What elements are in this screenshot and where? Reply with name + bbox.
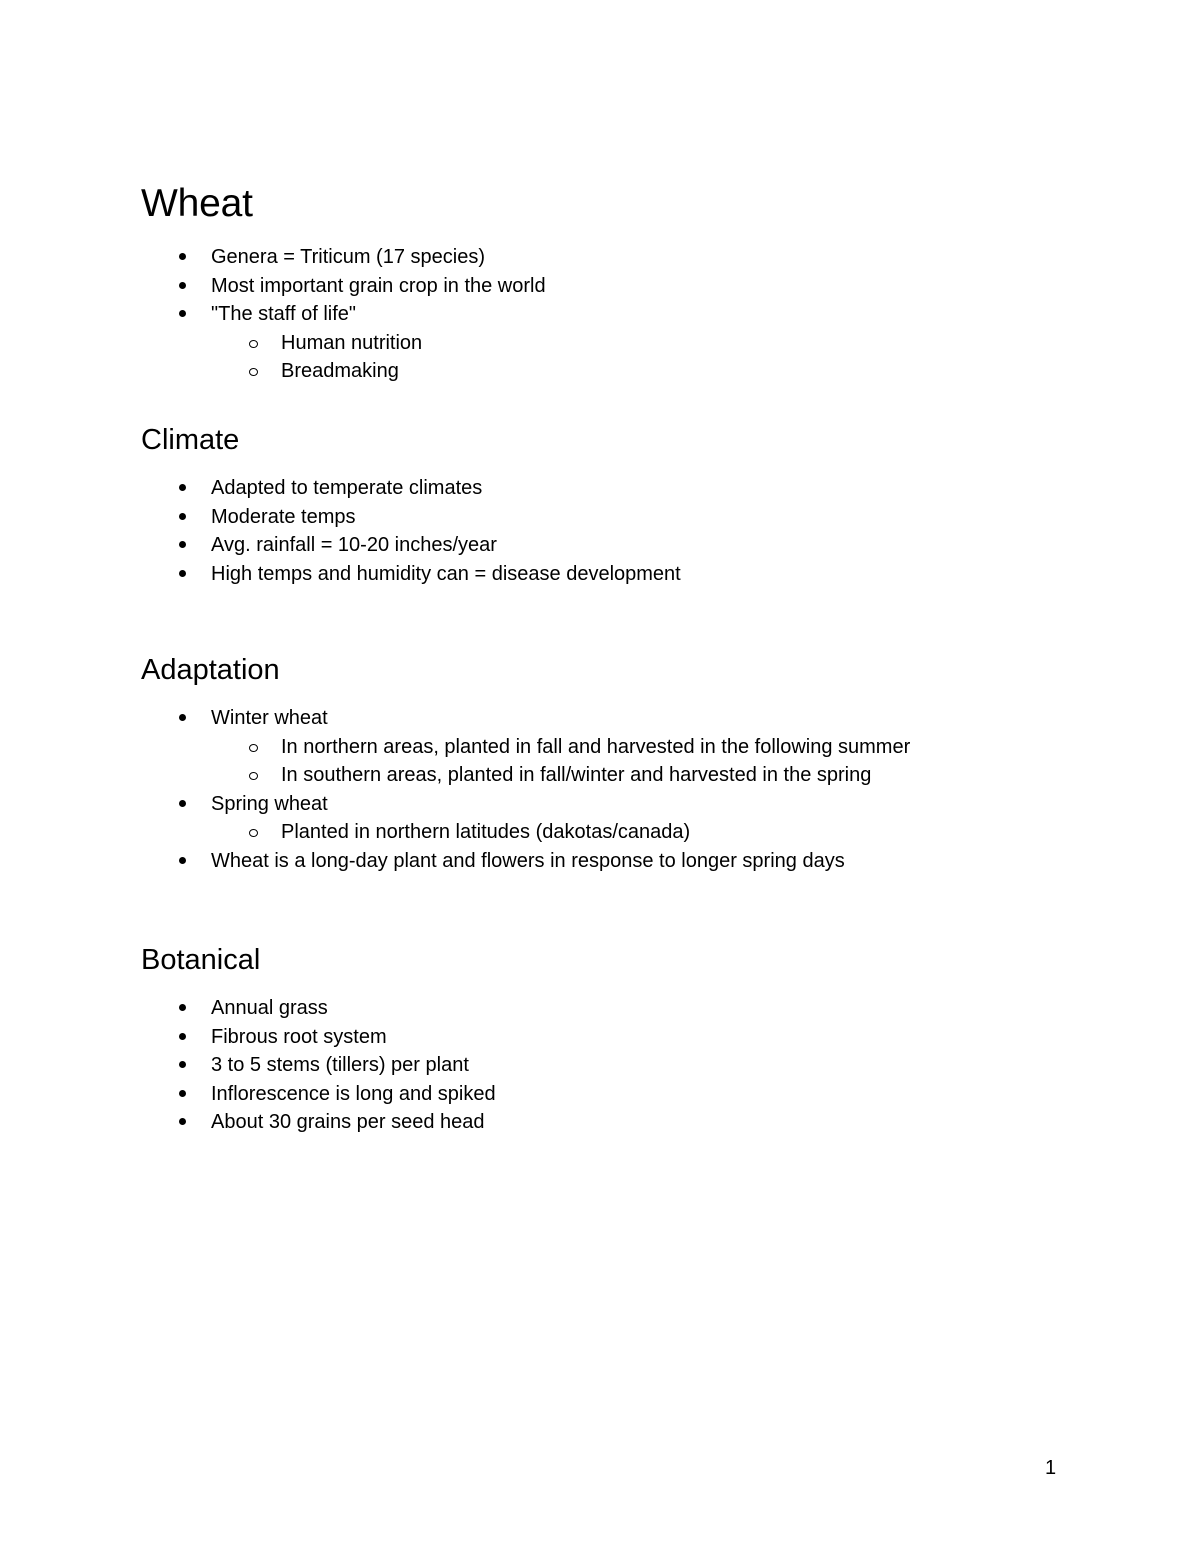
sub-list-item-text: Planted in northern latitudes (dakotas/canada) [281,821,691,844]
section-botanical [141,940,1121,1137]
bullet-dot-icon [179,310,186,317]
sub-bullet-list [211,329,1121,386]
sub-list-item [211,818,1121,847]
sub-list-item [211,761,1121,790]
list-item-text: Wheat is a long-day plant and flowers in response to longer spring days [211,849,845,872]
section-heading: Climate [141,424,240,456]
section-climate [141,420,1121,588]
bullet-circle-icon [249,744,258,752]
list-item [141,243,1121,272]
bullet-circle-icon [249,340,258,348]
bullet-list [141,474,1121,588]
sub-list-item [211,329,1121,358]
bullet-circle-icon [249,772,258,780]
list-item-text: 3 to 5 stems (tillers) per plant [211,1054,469,1077]
list-item [141,1023,1121,1052]
list-item [141,790,1121,847]
list-item-text: Spring wheat [211,792,328,815]
bullet-circle-icon [249,829,258,837]
list-item [141,300,1121,386]
bullet-dot-icon [179,714,186,721]
page-title: Wheat [141,182,253,225]
sub-bullet-list [211,733,1121,790]
list-item [141,1051,1121,1080]
bullet-dot-icon [179,282,186,289]
list-item [141,1108,1121,1137]
list-item-text: Moderate temps [211,505,356,528]
list-item [141,503,1121,532]
bullet-dot-icon [179,1090,186,1097]
bullet-dot-icon [179,484,186,491]
bullet-list [141,243,1121,386]
bullet-dot-icon [179,570,186,577]
list-item-text: About 30 grains per seed head [211,1111,485,1134]
list-item [141,847,1121,876]
section-heading: Botanical [141,944,261,976]
bullet-dot-icon [179,253,186,260]
list-item-text: Winter wheat [211,707,328,729]
list-item-text: "The staff of life" [211,303,357,326]
sub-list-item-text: In northern areas, planted in fall and harvested in the following summer [281,735,911,758]
list-item-text: High temps and humidity can = disease development [211,562,681,585]
sub-bullet-list [211,818,1121,847]
bullet-dot-icon [179,857,186,864]
bullet-dot-icon [179,1033,186,1040]
list-item-text: Inflorescence is long and spiked [211,1082,496,1105]
section-adaptation [141,650,1121,876]
section-heading: Adaptation [141,654,280,686]
list-item-text: Fibrous root system [211,1025,387,1048]
bullet-dot-icon [179,1004,186,1011]
list-item [141,474,1121,503]
bullet-dot-icon [179,513,186,520]
bullet-list [141,704,1121,876]
list-item [141,560,1121,589]
list-item [141,272,1121,301]
sub-list-item [211,357,1121,386]
sub-list-item-text: Breadmaking [281,360,399,383]
list-item-text: Avg. rainfall = 10-20 inches/year [211,534,497,557]
bullet-dot-icon [179,1061,186,1068]
list-item [141,531,1121,560]
bullet-circle-icon [249,368,258,376]
list-item [141,1080,1121,1109]
sub-list-item-text: In southern areas, planted in fall/winter and harvested in the spring [281,764,872,787]
list-item-text: Annual grass [211,997,328,1019]
section-wheat [141,178,1121,386]
page-number: 1 [1045,1457,1057,1479]
bullet-dot-icon [179,541,186,548]
bullet-list [141,994,1121,1137]
list-item [141,704,1121,790]
sub-list-item [211,733,1121,762]
list-item [141,994,1121,1023]
list-item-text: Adapted to temperate climates [211,477,483,499]
list-item-text: Most important grain crop in the world [211,274,546,297]
bullet-dot-icon [179,1118,186,1125]
bullet-dot-icon [179,800,186,807]
list-item-text: Genera = Triticum (17 species) [211,246,485,268]
sub-list-item-text: Human nutrition [281,331,423,354]
